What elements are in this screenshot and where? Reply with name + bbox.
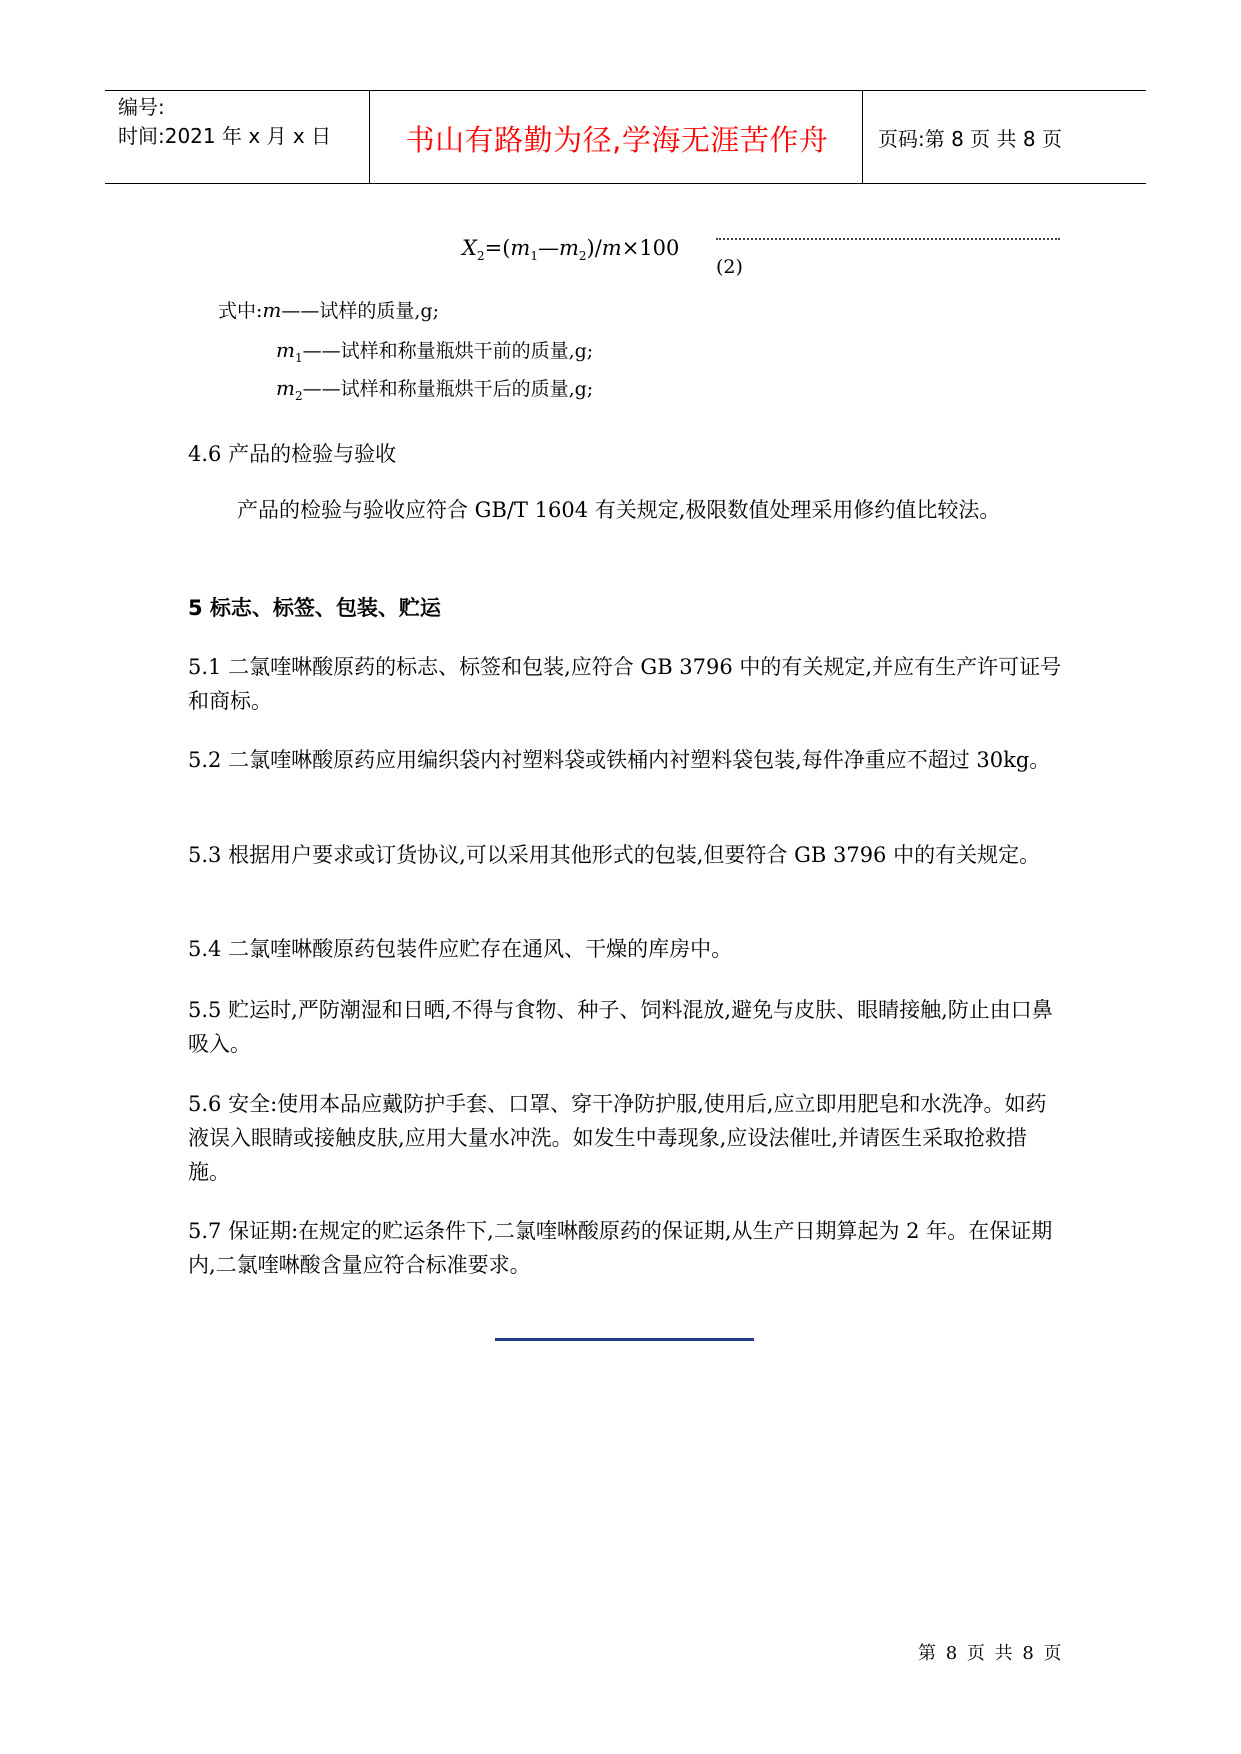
header-motto: 书山有路勤为径,学海无涯苦作舟	[405, 123, 829, 157]
header-meta	[118, 93, 331, 151]
formula-lhs-sub: 2	[476, 249, 485, 264]
where-symbol: m	[276, 338, 295, 362]
formula-m2: m	[558, 236, 579, 260]
where-symbol: m	[262, 298, 282, 322]
where-text: ——试样和称量瓶烘干前的质量,g;	[302, 340, 594, 362]
formula-close: )/	[586, 236, 602, 260]
formula-m: m	[601, 236, 622, 260]
formula-x2	[462, 236, 679, 263]
where-line-m2	[276, 374, 593, 403]
where-prefix: 式中:	[218, 300, 263, 322]
document-time-label: 时间:2021 年 x 月 x 日	[118, 124, 332, 148]
header-divider-right	[862, 90, 863, 184]
formula-minus: —	[537, 236, 559, 260]
section-5-4: 5.4 二氯喹啉酸原药包装件应贮存在通风、干燥的库房中。	[188, 937, 733, 961]
section-4-6-title: 4.6 产品的检验与验收	[188, 442, 397, 466]
header-divider-left	[369, 90, 370, 184]
formula-times: ×100	[621, 236, 680, 260]
section-5-6: 5.6 安全:使用本品应戴防护手套、口罩、穿干净防护服,使用后,应立即用肥皂和水洗净。如药液误入眼睛或接触皮肤,应用大量水冲洗。如发生中毒现象,应设法催吐,并请医生采取抢救措施。	[188, 1092, 1047, 1184]
header-bottom-rule	[105, 183, 1146, 184]
formula-m2-sub: 2	[578, 249, 587, 264]
where-text: ——试样的质量,g;	[281, 300, 439, 322]
header-page-label: 页码:第 8 页 共 8 页	[878, 127, 1062, 151]
formula-leader-dots	[716, 226, 1060, 240]
where-symbol-sub: 2	[294, 388, 303, 403]
section-5-2: 5.2 二氯喹啉酸原药应用编织袋内衬塑料袋或铁桶内衬塑料袋包装,每件净重应不超过 30kg。	[188, 748, 1051, 772]
where-line-m1	[276, 336, 593, 365]
section-5-1: 5.1 二氯喹啉酸原药的标志、标签和包装,应符合 GB 3796 中的有关规定,并应有生产许可证号和商标。	[188, 655, 1062, 713]
formula-eq: =(	[484, 236, 511, 260]
section-5-7: 5.7 保证期:在规定的贮运条件下,二氯喹啉酸原药的保证期,从生产日期算起为 2 年。在保证期内,二氯喹啉酸含量应符合标准要求。	[188, 1219, 1053, 1277]
where-symbol-sub: 1	[294, 350, 303, 365]
end-of-document-rule	[495, 1338, 754, 1341]
formula-number: (2)	[716, 256, 743, 278]
footer-page-number: 第 8 页 共 8 页	[918, 1643, 1064, 1664]
where-line-m	[218, 296, 439, 323]
section-5-5: 5.5 贮运时,严防潮湿和日晒,不得与食物、种子、饲料混放,避免与皮肤、眼睛接触,防止由口鼻吸入。	[188, 998, 1053, 1056]
section-5-3: 5.3 根据用户要求或订货协议,可以采用其他形式的包装,但要符合 GB 3796 中的有关规定。	[188, 843, 1041, 867]
header-top-rule	[105, 90, 1146, 91]
formula-m1-sub: 1	[530, 249, 538, 264]
formula-lhs: X	[462, 236, 477, 260]
section-5-title: 5 标志、标签、包装、贮运	[188, 596, 441, 620]
where-symbol: m	[276, 376, 295, 400]
document-number-label: 编号:	[118, 95, 165, 119]
formula-m1: m	[510, 236, 531, 260]
where-text: ——试样和称量瓶烘干后的质量,g;	[302, 378, 594, 400]
section-4-6-body: 产品的检验与验收应符合 GB/T 1604 有关规定,极限数值处理采用修约值比较法。	[237, 498, 1001, 522]
